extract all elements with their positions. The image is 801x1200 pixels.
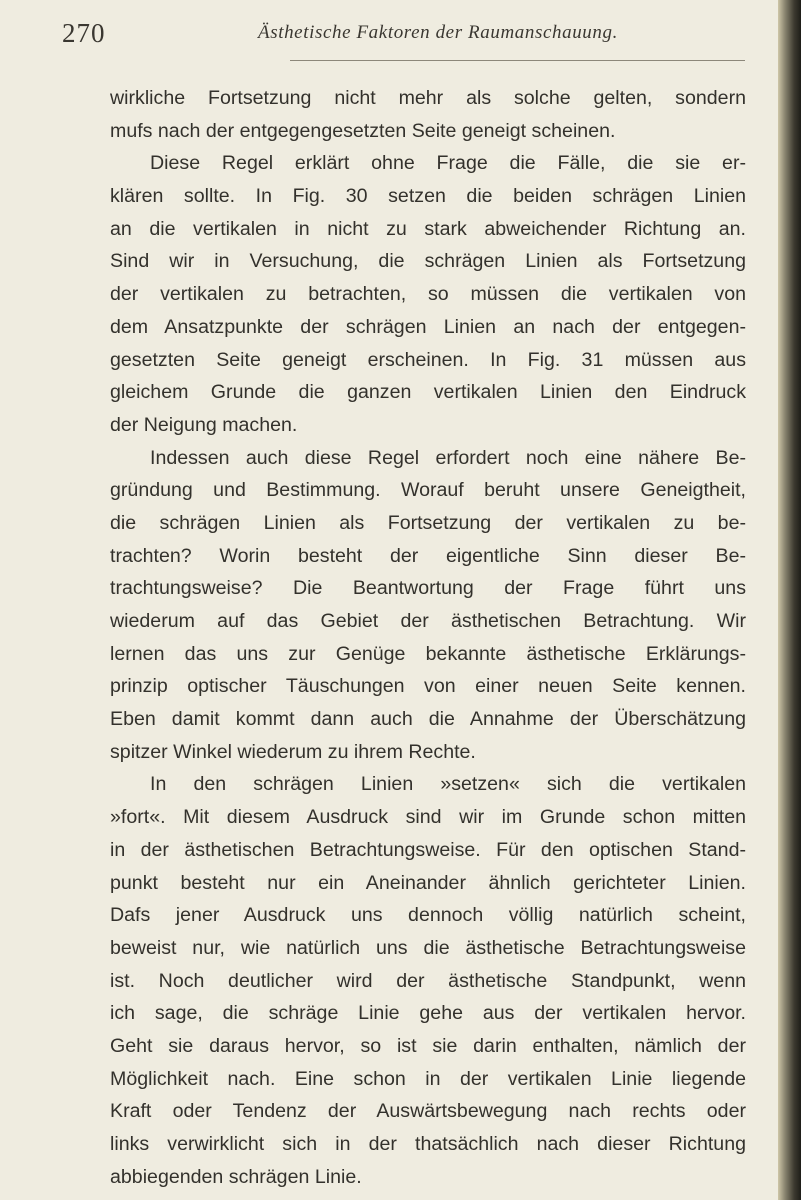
text-line: Dafs jener Ausdruck uns dennoch völlig natürlich scheint, [110,904,746,927]
text-line: links verwirklicht sich in der thatsächlich nach dieser Richtung [110,1133,746,1155]
text-line: Geht sie daraus hervor, so ist sie darin enthalten, nämlich der [110,1034,746,1057]
text-line: prinzip optischer Täuschungen von einer neuen Seite kennen. [110,675,746,698]
text-line: Eben damit kommt dann auch die Annahme der Überschätzung [110,708,746,731]
text-line: trachtungsweise? Die Beantwortung der Frage führt uns [110,577,746,600]
header-rule [290,60,745,61]
text-line: Indessen auch diese Regel erfordert noch eine nähere Be- [150,446,746,469]
text-line: mufs nach der entgegengesetzten Seite geneigt scheinen. [110,119,616,142]
text-line: an die vertikalen in nicht zu stark abweichender Richtung an. [110,217,746,240]
text-line: wiederum auf das Gebiet der ästhetischen Betrachtung. Wir [110,610,746,632]
body-text [110,82,746,1193]
text-line: der vertikalen zu betrachten, so müssen die vertikalen von [110,283,746,306]
text-line: beweist nur, wie natürlich uns die ästhetische Betrachtungsweise [110,936,746,959]
running-head: Ästhetische Faktoren der Raumanschauung. [258,22,618,43]
text-line: gesetzten Seite geneigt erscheinen. In Fig. 31 müssen aus [110,348,746,371]
text-line: abbiegenden schrägen Linie. [110,1165,362,1188]
text-line: klären sollte. In Fig. 30 setzen die beiden schrägen Linien [110,185,746,208]
text-line: die schrägen Linien als Fortsetzung der vertikalen zu be- [110,511,746,534]
text-line: wirkliche Fortsetzung nicht mehr als solche gelten, sondern [110,87,746,109]
book-spine-shadow [778,0,801,1200]
text-line: Diese Regel erklärt ohne Frage die Fälle, die sie er- [150,152,746,175]
text-line: spitzer Winkel wiederum zu ihrem Rechte. [110,740,476,763]
text-line: in der ästhetischen Betrachtungsweise. Für den optischen Stand- [110,838,746,861]
text-line: In den schrägen Linien »setzen« sich die vertikalen [150,773,746,796]
text-line: punkt besteht nur ein Aneinander ähnlich gerichteter Linien. [110,871,746,894]
text-line: ist. Noch deutlicher wird der ästhetische Standpunkt, wenn [110,969,746,992]
text-line: gleichem Grunde die ganzen vertikalen Linien den Eindruck [110,381,746,404]
text-line: Sind wir in Versuchung, die schrägen Linien als Fortsetzung [110,250,746,273]
text-line: gründung und Bestimmung. Worauf beruht unsere Geneigtheit, [110,479,746,502]
text-line: dem Ansatzpunkte der schrägen Linien an nach der entgegen- [110,315,746,338]
page-number: 270 [62,18,106,48]
text-line: lernen das uns zur Genüge bekannte ästhetische Erklärungs- [110,642,746,665]
text-line: Kraft oder Tendenz der Auswärtsbewegung nach rechts oder [110,1100,746,1123]
text-line: ich sage, die schräge Linie gehe aus der vertikalen hervor. [110,1002,746,1025]
text-line: trachten? Worin besteht der eigentliche Sinn dieser Be- [110,544,746,567]
text-line: Möglichkeit nach. Eine schon in der vertikalen Linie liegende [110,1067,746,1090]
text-line: der Neigung machen. [110,413,298,436]
text-line: »fort«. Mit diesem Ausdruck sind wir im Grunde schon mitten [110,806,746,829]
page-header [0,18,778,58]
